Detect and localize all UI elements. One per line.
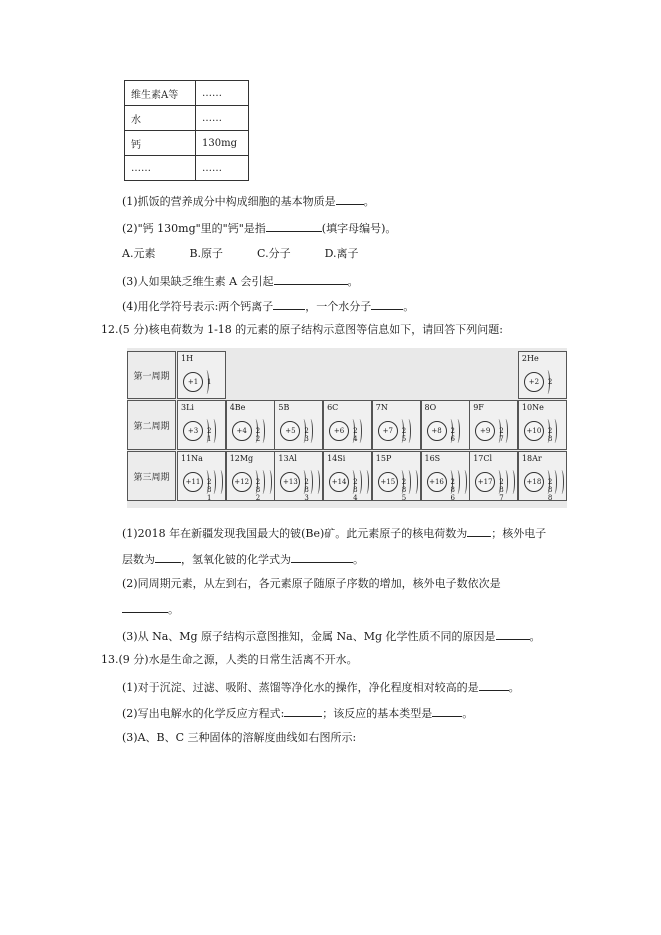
element-symbol: 7N	[375, 403, 388, 412]
question-text: (3)从 Na、Mg 原子结构示意图推知，金属 Na、Mg 化学性质不同的原因是	[122, 630, 496, 643]
element-symbol: 10Ne	[521, 403, 544, 412]
table-row	[125, 131, 249, 156]
table-cell: 水	[125, 106, 196, 131]
question-text: ，一个水分子	[305, 300, 372, 313]
question-text: 。	[168, 603, 179, 616]
nucleus-circle: +1	[183, 372, 203, 392]
electron-shell-counts: 2 4	[353, 427, 361, 443]
nucleus-circle: +4	[232, 421, 252, 441]
nucleus-circle: +18	[524, 472, 544, 492]
electron-shell-counts: 2	[547, 378, 556, 386]
question-13-heading: 13.(9 分)水是生命之源，人类的日常生活离不开水。	[101, 653, 358, 666]
answer-blank[interactable]	[266, 220, 322, 232]
table-cell: ……	[196, 156, 249, 181]
element-symbol: 12Mg	[229, 454, 254, 463]
nucleus-circle: +9	[475, 421, 495, 441]
element-cell	[177, 400, 226, 450]
element-symbol: 13Al	[278, 454, 297, 463]
element-cell	[226, 451, 275, 501]
element-cell	[274, 451, 323, 501]
element-cell	[421, 400, 470, 450]
question-13-3: (3)A、B、C 三种固体的溶解度曲线如右图所示:	[122, 731, 357, 744]
table-row	[125, 106, 249, 131]
question-12-2-cont	[122, 601, 179, 617]
question-12-heading: 12.(5 分)核电荷数为 1-18 的元素的原子结构示意图等信息如下，请回答下列问题:	[101, 323, 503, 336]
question-text: (1)抓饭的营养成分中构成细胞的基本物质是	[122, 195, 336, 208]
electron-shell-counts: 2 8 1	[207, 478, 215, 502]
question-text: 。	[462, 707, 474, 720]
question-12-3	[122, 628, 541, 644]
element-symbol: 3Li	[181, 403, 194, 412]
answer-blank[interactable]	[432, 705, 462, 717]
electron-shell-counts: 2 8 3	[304, 478, 312, 502]
electron-shell-counts: 2 2	[255, 427, 264, 443]
nucleus-circle: +13	[280, 472, 300, 492]
question-13-2	[122, 705, 473, 721]
question-text: (填字母编号)。	[321, 222, 397, 235]
question-text: (3)人如果缺乏维生素 A 会引起	[122, 275, 274, 288]
table-row	[125, 81, 249, 106]
nucleus-circle: +8	[427, 421, 447, 441]
electron-shell-counts: 1	[207, 378, 215, 386]
element-symbol: 5B	[278, 403, 290, 412]
nucleus-circle: +7	[378, 421, 398, 441]
element-cell	[518, 400, 567, 450]
nucleus-circle: +15	[378, 472, 398, 492]
table-cell: 维生素A等	[125, 81, 196, 106]
answer-blank[interactable]	[155, 551, 181, 563]
element-cell	[469, 400, 518, 450]
element-symbol: 17Cl	[473, 454, 493, 463]
element-symbol: 18Ar	[521, 454, 542, 463]
element-symbol: 2He	[521, 354, 539, 363]
question-text: ；核外电子	[491, 527, 547, 540]
period-row-label: 第二周期	[127, 400, 176, 450]
electron-shell-counts: 2 8 6	[450, 478, 458, 502]
element-cell	[323, 400, 372, 450]
electron-shell-counts: 2 3	[304, 427, 312, 443]
table-cell: 130mg	[196, 131, 249, 156]
nucleus-circle: +2	[524, 372, 544, 392]
question-text: 。	[363, 195, 375, 208]
option-b: B.原子	[189, 247, 224, 260]
option-a: A.元素	[122, 247, 156, 260]
element-symbol: 1H	[181, 354, 194, 363]
electron-shell-counts: 2 1	[207, 427, 215, 443]
option-c: C.分子	[257, 247, 291, 260]
question-11-1	[122, 193, 375, 209]
electron-shell-counts: 2 8 5	[401, 478, 410, 502]
periodic-table-figure	[127, 348, 567, 508]
question-13-1	[122, 679, 520, 695]
nucleus-circle: +11	[183, 472, 203, 492]
element-symbol: 11Na	[181, 454, 203, 463]
element-cell	[518, 451, 567, 501]
answer-blank[interactable]	[336, 193, 364, 205]
electron-shell-counts: 2 5	[401, 427, 410, 443]
question-text: ，氢氧化铍的化学式为	[181, 553, 291, 566]
answer-blank[interactable]	[496, 628, 530, 640]
element-cell	[518, 351, 567, 399]
element-cell	[372, 451, 421, 501]
answer-blank[interactable]	[273, 298, 305, 310]
table-cell: ……	[196, 81, 249, 106]
question-12-1-cont	[122, 551, 364, 567]
question-text: (1)对于沉淀、过滤、吸附、蒸馏等净化水的操作，净化程度相对较高的是	[122, 681, 479, 694]
answer-blank[interactable]	[291, 551, 353, 563]
nucleus-circle: +3	[183, 421, 203, 441]
nucleus-circle: +14	[329, 472, 349, 492]
question-text: ；该反应的基本类型是	[322, 707, 433, 720]
question-12-2	[122, 577, 501, 591]
element-cell	[421, 451, 470, 501]
nucleus-circle: +5	[280, 421, 300, 441]
nucleus-circle: +17	[475, 472, 495, 492]
element-symbol: 14Si	[327, 454, 346, 463]
electron-shell-counts: 2 8 4	[353, 478, 361, 502]
nucleus-circle: +12	[232, 472, 252, 492]
element-cell	[469, 451, 518, 501]
nutrition-table	[124, 80, 249, 181]
element-cell	[274, 400, 323, 450]
electron-shell-counts: 2 6	[450, 427, 458, 443]
element-symbol: 6C	[327, 403, 339, 412]
element-symbol: 16S	[424, 454, 441, 463]
question-text: (2)同周期元素，从左到右，各元素原子随原子序数的增加，核外电子数依次是	[122, 577, 501, 590]
period-row-label: 第三周期	[127, 451, 176, 501]
answer-blank[interactable]	[479, 679, 509, 691]
table-cell: ……	[125, 156, 196, 181]
question-text: (2)写出电解水的化学反应方程式:	[122, 707, 285, 720]
question-11-4	[122, 298, 414, 314]
option-d: D.离子	[324, 247, 359, 260]
element-cell	[177, 351, 226, 399]
question-text: 。	[347, 275, 359, 288]
element-symbol: 4Be	[229, 403, 246, 412]
electron-shell-counts: 2 8 2	[255, 478, 264, 502]
question-text: (2)"钙 130mg"里的"钙"是指	[122, 222, 266, 235]
answer-blank[interactable]	[274, 273, 348, 285]
nucleus-circle: +16	[427, 472, 447, 492]
electron-shell-counts: 2 8 7	[499, 478, 507, 502]
answer-blank[interactable]	[371, 298, 403, 310]
answer-blank[interactable]	[284, 705, 322, 717]
question-text: 。	[353, 553, 364, 566]
question-12-1	[122, 525, 546, 541]
table-cell: 钙	[125, 131, 196, 156]
element-symbol: 9F	[473, 403, 484, 412]
question-text: 。	[508, 681, 520, 694]
answer-blank[interactable]	[122, 601, 168, 613]
question-text: (1)2018 年在新疆发现我国最大的铍(Be)矿。此元素原子的核电荷数为	[122, 527, 468, 540]
element-symbol: 15P	[375, 454, 392, 463]
question-text: (4)用化学符号表示:两个钙离子	[122, 300, 274, 313]
table-row	[125, 156, 249, 181]
question-text: 。	[403, 300, 415, 313]
question-11-2	[122, 220, 396, 236]
question-text: 。	[529, 630, 541, 643]
nucleus-circle: +6	[329, 421, 349, 441]
element-cell	[323, 451, 372, 501]
table-cell: ……	[196, 106, 249, 131]
electron-shell-counts: 2 7	[499, 427, 507, 443]
element-cell	[177, 451, 226, 501]
answer-blank[interactable]	[467, 525, 491, 537]
electron-shell-counts: 2 8	[547, 427, 556, 443]
element-cell	[226, 400, 275, 450]
question-11-options	[122, 247, 393, 261]
question-11-3	[122, 273, 359, 289]
nucleus-circle: +10	[524, 421, 544, 441]
element-symbol: 8O	[424, 403, 437, 412]
element-cell	[372, 400, 421, 450]
question-text: 层数为	[122, 553, 155, 566]
period-row-label: 第一周期	[127, 351, 176, 399]
electron-shell-counts: 2 8 8	[547, 478, 556, 502]
